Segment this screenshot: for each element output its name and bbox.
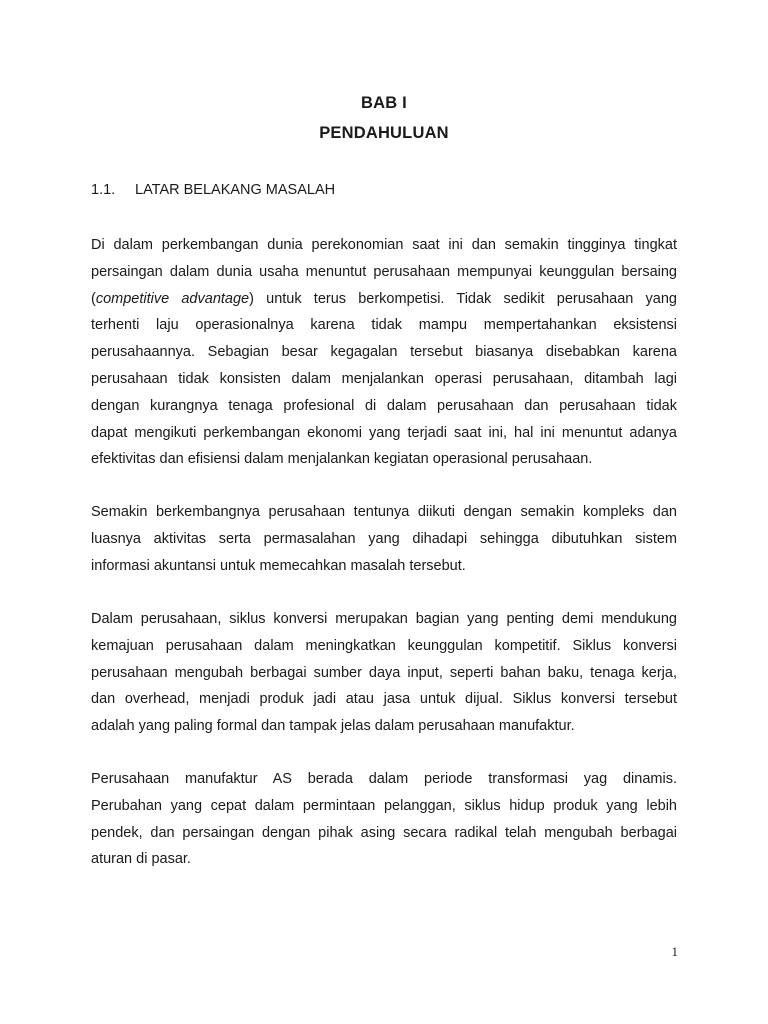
paragraph-line: adalah yang paling formal dan tampak jelas dalam perusahaan manufaktur. bbox=[91, 718, 575, 735]
paragraph-1 bbox=[91, 232, 677, 473]
italic-term: competitive advantage bbox=[95, 290, 250, 307]
paragraph-line: Di dalam perkembangan dunia perekonomian saat ini dan semakin tingginya tingkat bbox=[91, 237, 677, 253]
paragraph-line: persaingan dalam dunia usaha menuntut perusahaan mempunyai keunggulan bersaing bbox=[91, 263, 677, 280]
paragraph-line: Semakin berkembangnya perusahaan tentunya diikuti dengan semakin kompleks dan bbox=[91, 504, 677, 520]
paragraph-line: pendek, dan persaingan dengan pihak asing secara radikal telah mengubah berbagai bbox=[91, 824, 677, 841]
paragraph-2 bbox=[91, 499, 677, 579]
chapter-number: BAB I bbox=[361, 94, 407, 112]
paragraph-line: Perubahan yang cepat dalam permintaan pelanggan, siklus hidup produk yang lebih bbox=[91, 797, 677, 814]
paragraph-line: efektivitas dan efisiensi dalam menjalankan kegiatan operasional perusahaan. bbox=[91, 451, 593, 468]
paragraph-3 bbox=[91, 606, 677, 740]
paragraph-line: dapat mengikuti perkembangan ekonomi yang terjadi saat ini, hal ini menuntut adanya bbox=[91, 424, 677, 441]
paragraph-line: (competitive advantage) untuk terus berkompetisi. Tidak sedikit perusahaan yang bbox=[91, 290, 677, 307]
paragraph-line: aturan di pasar. bbox=[91, 851, 191, 868]
paragraph-line: dan overhead, menjadi produk jadi atau jasa untuk dijual. Siklus konversi tersebut bbox=[91, 691, 677, 708]
page-number: 1 bbox=[671, 944, 678, 959]
paragraph-line: informasi akuntansi untuk memecahkan masalah tersebut. bbox=[91, 557, 466, 574]
paragraph-line: perusahaan tidak konsisten dalam menjalankan operasi perusahaan, ditambah lagi bbox=[91, 370, 677, 387]
paragraph-line: perusahaan mengubah berbagai sumber daya input, seperti bahan baku, tenaga kerja, bbox=[91, 664, 677, 681]
paragraph-4 bbox=[91, 766, 677, 873]
section-title: LATAR BELAKANG MASALAH bbox=[135, 182, 336, 198]
chapter-title: PENDAHULUAN bbox=[319, 124, 449, 142]
paragraph-line: dengan kurangnya tenaga profesional di dalam perusahaan dan perusahaan tidak bbox=[91, 397, 677, 414]
paragraph-line: Dalam perusahaan, siklus konversi merupakan bagian yang penting demi mendukung bbox=[91, 611, 677, 627]
paragraph-line: terhenti laju operasionalnya karena tidak mampu mempertahankan eksistensi bbox=[91, 317, 677, 334]
paragraph-line: Perusahaan manufaktur AS berada dalam periode transformasi yag dinamis. bbox=[91, 771, 677, 787]
paragraph-line: kemajuan perusahaan dalam meningkatkan keunggulan kompetitif. Siklus konversi bbox=[91, 637, 677, 654]
section-heading bbox=[91, 182, 335, 198]
paragraph-line: luasnya aktivitas serta permasalahan yang dihadapi sehingga dibutuhkan sistem bbox=[91, 530, 677, 547]
paragraph-line: perusahaannya. Sebagian besar kegagalan tersebut biasanya disebabkan karena bbox=[91, 344, 677, 361]
section-number: 1.1. bbox=[91, 182, 116, 198]
